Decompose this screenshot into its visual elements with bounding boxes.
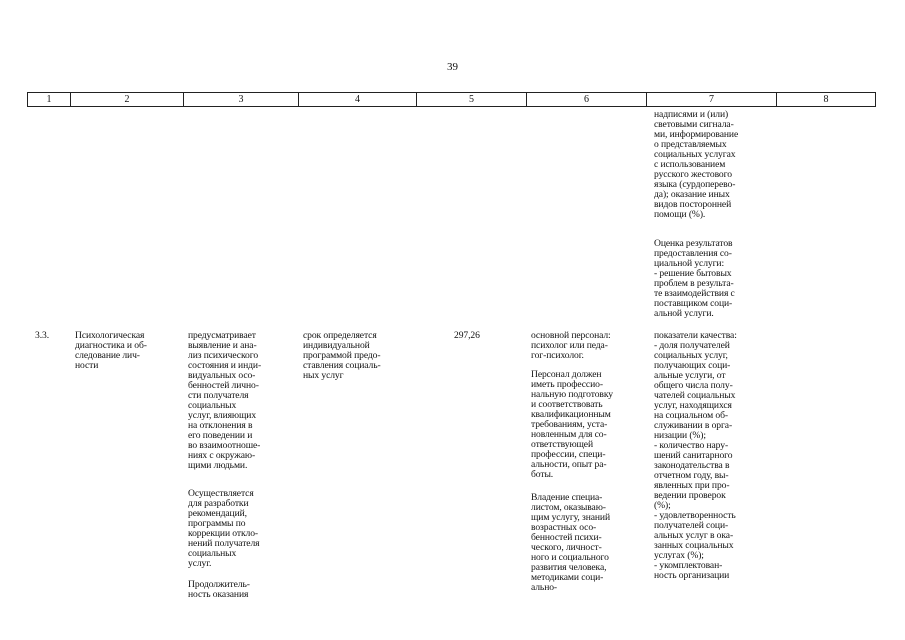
service-tariff: 297,26 <box>454 330 480 341</box>
column-header-7: 7 <box>646 93 776 106</box>
column-header-1: 1 <box>27 93 70 106</box>
service-content-b: Осуществляется для разработки рекомендаций, программы по коррекции откло- нений получателя социальных услуг. <box>188 488 260 569</box>
service-content-a: предусматривает выявление и ана- лиз психического состояния и инди- видуальных осо- бенностей лично- сти получателя социальных услуг, влияющих на отклонения в его поведении и во взаимоотноше- ниях с окружаю- щими людьми. <box>188 330 262 471</box>
staff-text-c: Владение специа- листом, оказываю- щим услугу, знаний возрастных осо- бенностей психи- ческого, личност- ного и социального развития человека, методиками соци- ально- <box>531 492 610 593</box>
column-header-4: 4 <box>298 93 416 106</box>
row-number: 3.3. <box>35 330 49 341</box>
service-term: срок определяется индивидуальной программой предо- ставления социаль- ных услуг <box>303 330 381 381</box>
column-header-2: 2 <box>70 93 183 106</box>
table-header-row <box>27 92 876 107</box>
prev-row-quality-text-a: надписями и (или) световыми сигнала- ми, информирование о представляемых социальных услугах с использованием русского жестового языка (сурдоперево- да); оказание иных видов посторонней помощи (%). <box>654 109 739 220</box>
staff-text-b: Персонал должен иметь профессио- нальную подготовку и соответствовать квалификационным требованиям, уста- новленным для со- ответствующей профессии, специ- альности, опыт ра- боты. <box>531 369 613 480</box>
service-name: Психологическая диагностика и об- следование лич- ности <box>75 330 147 371</box>
column-header-8: 8 <box>776 93 876 106</box>
column-header-5: 5 <box>416 93 526 106</box>
column-header-6: 6 <box>526 93 646 106</box>
prev-row-quality-text-b: Оценка результатов предоставления со- циальной услуги: - решение бытовых проблем в результа- те взаимодействия с поставщиком соци- альной услуги. <box>654 238 735 319</box>
staff-text-a: основной персонал: психолог или педа- гог-психолог. <box>531 330 611 361</box>
service-content-c: Продолжитель- ность оказания <box>188 579 250 600</box>
column-header-3: 3 <box>183 93 298 106</box>
quality-indicators: показатели качества: - доля получателей социальных услуг, получающих соци- альные услуги, от общего числа полу- чателей социальных услуг, находящихся на социальном об- служивании в орга- низации (%); - количество нару- шений санитарного законодательства в отчетном году, вы- явленных при про- ведении проверок (%); - удовлетворенность получателей соци- альных услуг в ока- занных социальных услугах (%); - укомплектован- ность организации <box>654 330 737 581</box>
page-number: 39 <box>447 61 458 73</box>
